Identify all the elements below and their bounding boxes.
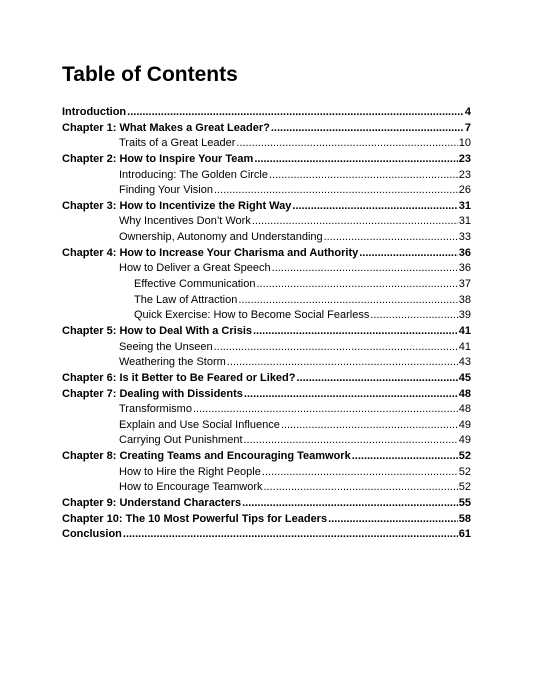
toc-entry-chapter-10[interactable] [62,512,471,528]
toc-entry-deliver-great-speech[interactable] [62,261,471,277]
toc-page-number: 39 [458,309,471,322]
toc-entry-chapter-8[interactable] [62,449,471,465]
toc-entry-title: Quick Exercise: How to Become Social Fearless [134,309,370,322]
toc-page-number: 33 [458,231,471,244]
toc-entry-title: Ownership, Autonomy and Understanding [119,231,323,244]
toc-entry-title: How to Hire the Right People [119,465,261,478]
toc-entry-title: Carrying Out Punishment [119,434,243,447]
toc-entry-chapter-3[interactable] [62,199,471,215]
dot-leader [271,121,464,137]
dot-leader [244,387,458,403]
toc-entry-title: Seeing the Unseen [119,340,213,353]
toc-entry-title: Chapter 7: Dealing with Dissidents [62,387,243,400]
dot-leader [262,465,458,481]
toc-entry-title: Chapter 6: Is it Better to Be Feared or Liked? [62,371,296,384]
dot-leader [328,512,458,528]
toc-page-number: 55 [458,497,471,510]
toc-entry-seeing-the-unseen[interactable] [62,340,471,356]
dot-leader [292,199,457,215]
toc-entry-title: Chapter 2: How to Inspire Your Team [62,152,254,165]
toc-entry-chapter-2[interactable] [62,152,471,168]
toc-entry-chapter-9[interactable] [62,496,471,512]
dot-leader [244,433,458,449]
toc-entry-encourage-teamwork[interactable] [62,480,471,496]
toc-page-number: 10 [458,137,471,150]
dot-leader [256,277,457,293]
dot-leader [281,418,458,434]
toc-entry-title: The Law of Attraction [134,293,238,306]
toc-entry-title: Effective Communication [134,278,256,291]
toc-entry-finding-your-vision[interactable] [62,183,471,199]
toc-page-number: 61 [458,528,471,541]
toc-entry-title: Weathering the Storm [119,356,226,369]
toc-entry-title: Chapter 3: How to Incentivize the Right Way [62,199,292,212]
page-title: Table of Contents [62,63,238,86]
toc-entry-title: Traits of a Great Leader [119,137,236,150]
toc-page-number: 41 [458,340,471,353]
toc-entry-title: Why Incentives Don’t Work [119,215,251,228]
toc-entry-title: Transformismo [119,403,192,416]
dot-leader [253,324,458,340]
toc-entry-title: Conclusion [62,528,122,541]
toc-entry-chapter-4[interactable] [62,246,471,262]
toc-page-number: 31 [458,215,471,228]
toc-entry-title: Introducing: The Golden Circle [119,168,268,181]
dot-leader [324,230,458,246]
toc-entry-transformismo[interactable] [62,402,471,418]
toc-entry-title: Chapter 9: Understand Characters [62,497,242,510]
dot-leader [359,246,458,262]
toc-page-number: 52 [458,481,471,494]
dot-leader [352,449,458,465]
toc-entry-hire-right-people[interactable] [62,465,471,481]
toc-page-number: 48 [458,387,471,400]
dot-leader [127,105,464,121]
toc-page-number: 23 [458,168,471,181]
toc-page-number: 43 [458,356,471,369]
toc-entry-title: Chapter 1: What Makes a Great Leader? [62,121,270,134]
toc-entry-chapter-5[interactable] [62,324,471,340]
toc-page-number: 49 [458,418,471,431]
toc-entry-why-incentives-dont-work[interactable] [62,214,471,230]
toc-entry-title: Chapter 8: Creating Teams and Encouraging Teamwork [62,450,351,463]
toc-entry-chapter-1[interactable] [62,121,471,137]
table-of-contents [62,105,471,543]
toc-page-number: 45 [458,371,471,384]
dot-leader [297,371,458,387]
toc-page-number: 52 [458,465,471,478]
toc-page-number: 23 [458,152,471,165]
dot-leader [214,340,458,356]
toc-entry-weathering-the-storm[interactable] [62,355,471,371]
dot-leader [263,480,457,496]
toc-page-number: 48 [458,403,471,416]
dot-leader [242,496,458,512]
toc-entry-social-influence[interactable] [62,418,471,434]
dot-leader [238,293,457,309]
toc-page-number: 7 [464,121,471,134]
toc-page-number: 52 [458,450,471,463]
toc-entry-introduction[interactable] [62,105,471,121]
dot-leader [370,308,457,324]
toc-entry-chapter-6[interactable] [62,371,471,387]
toc-entry-title: Explain and Use Social Influence [119,418,280,431]
dot-leader [123,527,458,543]
dot-leader [269,168,458,184]
toc-entry-title: Chapter 4: How to Increase Your Charisma and Authority [62,246,359,259]
toc-entry-quick-exercise[interactable] [62,308,471,324]
toc-page-number: 37 [458,278,471,291]
toc-entry-title: Chapter 10: The 10 Most Powerful Tips for Leaders [62,512,328,525]
toc-entry-law-of-attraction[interactable] [62,293,471,309]
toc-page-number: 49 [458,434,471,447]
toc-entry-ownership-autonomy[interactable] [62,230,471,246]
toc-page-number: 58 [458,512,471,525]
toc-entry-title: Finding Your Vision [119,184,213,197]
dot-leader [214,183,458,199]
dot-leader [193,402,458,418]
toc-page-number: 38 [458,293,471,306]
toc-entry-conclusion[interactable] [62,527,471,543]
toc-page-number: 36 [458,262,471,275]
toc-page-number: 41 [458,324,471,337]
dot-leader [254,152,457,168]
dot-leader [227,355,458,371]
toc-entry-title: Introduction [62,106,127,118]
toc-page-number: 4 [464,106,471,118]
toc-entry-title: How to Encourage Teamwork [119,481,263,494]
toc-page-number: 31 [458,199,471,212]
toc-entry-traits-of-a-great-leader[interactable] [62,136,471,152]
toc-entry-chapter-7[interactable] [62,387,471,403]
toc-entry-title: How to Deliver a Great Speech [119,262,271,275]
toc-entry-effective-communication[interactable] [62,277,471,293]
dot-leader [236,136,457,152]
toc-page-number: 36 [458,246,471,259]
toc-entry-carrying-out-punishment[interactable] [62,433,471,449]
dot-leader [252,214,458,230]
dot-leader [272,261,458,277]
toc-entry-golden-circle[interactable] [62,168,471,184]
toc-entry-title: Chapter 5: How to Deal With a Crisis [62,324,252,337]
toc-page-number: 26 [458,184,471,197]
